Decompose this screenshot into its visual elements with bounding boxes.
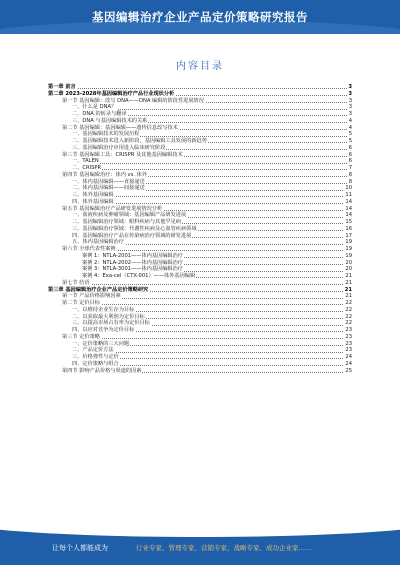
toc-entry[interactable]	[48, 118, 352, 125]
toc-entry-title: 二、CRISPR	[72, 165, 102, 171]
toc-entry-title: 三、DNA 与基因编辑技术的关系	[72, 117, 148, 124]
toc-entry[interactable]	[48, 320, 352, 327]
toc-entry-title: 二、DNA 的转录与翻译	[72, 111, 127, 117]
toc-entry-title: 三、价格弹性与定价	[72, 354, 119, 360]
toc-entry[interactable]	[48, 192, 352, 199]
footer-slogan: 让每个人都能成为	[52, 544, 108, 552]
toc-entry-title: 第六节 全球代表性案例	[62, 246, 116, 252]
toc-entry-title: 四、基因编辑治疗产品在传染病治疗领域的研发进展	[72, 232, 192, 239]
toc-entry-title: 二、以获取最大利润为定价目标	[72, 313, 145, 320]
toc-entry-page: 15	[345, 219, 352, 225]
toc-entry-page: 24	[345, 354, 352, 360]
toc-entry-page: 21	[345, 293, 352, 300]
toc-entry-page: 4	[348, 124, 352, 131]
toc-entry[interactable]	[48, 253, 352, 260]
page-footer	[0, 525, 400, 565]
toc-entry-title: 二、体内基因编辑——间接递送	[72, 185, 145, 192]
footer-tagline: 行业专家、管理专家、营销专家、战略专家、成功企业家……	[136, 544, 312, 552]
toc-entry-title: 一、什么是 DNA？	[72, 104, 117, 111]
toc-entry[interactable]	[48, 273, 352, 280]
toc-entry-page: 21	[344, 286, 352, 293]
toc-entry-title: 第七节 结语	[62, 279, 90, 286]
toc-entry[interactable]	[48, 293, 352, 300]
toc-entry-page: 22	[345, 300, 352, 306]
toc-entry[interactable]	[48, 327, 352, 334]
toc-entry[interactable]	[48, 226, 352, 233]
toc-entry-title: 第二章 2023-2028年基因编辑治疗产品行业现状分析	[48, 90, 175, 97]
toc-entry-page: 22	[345, 313, 352, 320]
toc-entry-page: 6	[348, 158, 352, 165]
toc-entry-title: 案例 2：NTLA-2002——体内基因编辑治疗	[82, 259, 183, 266]
toc-entry[interactable]	[48, 199, 352, 206]
toc-entry[interactable]	[48, 212, 352, 219]
toc-entry-page: 19	[345, 239, 352, 246]
toc-entry-page: 20	[345, 259, 352, 266]
toc-entry-page: 21	[345, 279, 352, 286]
toc-entry[interactable]	[48, 239, 352, 246]
toc-entry-title: 一、以维持企业生存为目标	[72, 306, 135, 313]
toc-entry-page: 24	[345, 360, 352, 367]
report-title: 基因编辑治疗企业产品定价策略研究报告	[92, 10, 308, 24]
toc-entry-title: 一、TALEN	[72, 158, 99, 165]
toc-entry-title: 案例 4：Exa-cel（CTX-001）——体外基因编辑	[82, 273, 196, 279]
toc-entry[interactable]	[48, 300, 352, 307]
toc-entry-title: 四、体外基因编辑	[72, 198, 114, 205]
toc-entry[interactable]	[48, 361, 352, 368]
toc-leader	[62, 304, 347, 305]
toc-entry-page: 3	[348, 84, 352, 90]
toc-entry[interactable]	[48, 185, 352, 192]
toc-entry-title: 二、基因编辑技术进入新阶段，基因编辑工具发展的新趋势	[72, 138, 207, 144]
toc-entry-title: 三、基因编辑治疗领域：代谢性疾病及心血管疾病领域	[72, 225, 197, 232]
toc-entry-title: 三、基因编辑治疗应用进入临床研究阶段	[72, 144, 166, 151]
toc-entry-title: 第三节 定价策略	[62, 333, 100, 340]
toc-entry[interactable]	[48, 334, 352, 341]
toc-entry[interactable]	[48, 145, 352, 152]
toc-entry[interactable]	[48, 219, 352, 226]
toc-entry-title: 一、基因编辑技术的发展历程	[72, 131, 140, 138]
toc-entry-title: 第二节 基因编辑：基因编辑——遗传信息改写技术	[62, 124, 178, 131]
toc-heading: 内容目录	[176, 61, 224, 72]
toc-entry-page: 16	[345, 225, 352, 232]
toc-entry-title: 第四节 基因编辑治疗：体内 vs. 体外	[62, 171, 147, 178]
toc-entry[interactable]	[48, 165, 352, 172]
toc-entry-title: 案例 1：NTLA-2001——体内基因编辑治疗	[82, 252, 183, 259]
toc-entry-page: 8	[348, 178, 352, 185]
toc-entry-page: 4	[348, 117, 352, 124]
toc-entry-title: 第四节 影响产品价格与渠道的因素	[62, 367, 142, 374]
toc-leader	[48, 88, 347, 89]
toc-entry-title: 一、定价策略的三大问题	[72, 340, 130, 347]
toc-entry-page: 3	[348, 104, 352, 111]
toc-entry[interactable]	[48, 104, 352, 111]
toc-entry[interactable]	[48, 158, 352, 165]
toc-entry-title: 二、基因编辑治疗领域：眼科疾病与其他罕见病	[72, 219, 181, 225]
toc-entry-page: 3	[348, 97, 352, 104]
toc-entry-title: 第一章 前言	[48, 84, 76, 90]
toc-entry-page: 17	[345, 232, 352, 239]
toc-entry-page: 21	[345, 273, 352, 279]
toc-entry-page: 5	[348, 131, 352, 138]
footer-decoration	[0, 525, 400, 537]
toc-entry[interactable]	[48, 347, 352, 354]
toc-entry-page: 7	[348, 165, 352, 171]
toc-entry-page: 22	[345, 320, 352, 327]
toc-entry-title: 二、产品定价方法	[72, 347, 114, 354]
toc-entry-page: 3	[348, 111, 352, 117]
toc-entry-page: 22	[345, 306, 352, 313]
toc-entry-title: 一、体内基因编辑——直接递送	[72, 178, 145, 185]
toc-entry-title: 四、定价策略与组合	[72, 360, 119, 367]
toc-leader	[72, 163, 347, 164]
toc-entry[interactable]	[48, 91, 352, 98]
toc-entry[interactable]	[48, 131, 352, 138]
toc-leader	[72, 169, 347, 170]
toc-entry[interactable]	[48, 266, 352, 273]
toc-entry-page: 5	[348, 138, 352, 144]
toc-entry-title: 四、以应对竞争为定价目标	[72, 327, 135, 333]
toc-entry-title: 第一节 产品价格影响因素	[62, 293, 121, 300]
toc-entry-page: 23	[345, 347, 352, 354]
toc-entry-page: 3	[348, 90, 352, 97]
toc-entry-page: 8	[348, 171, 352, 178]
toc-entry-page: 23	[345, 327, 352, 333]
toc-entry-page: 25	[345, 367, 352, 374]
toc-entry-page: 14	[345, 212, 352, 219]
toc-entry-page: 14	[345, 205, 352, 212]
toc-entry-page: 14	[345, 198, 352, 205]
toc-entry-page: 11	[345, 192, 352, 198]
toc-entry-page: 6	[348, 144, 352, 151]
toc-entry[interactable]	[48, 111, 352, 118]
toc-entry[interactable]	[48, 354, 352, 361]
toc-entry-page: 19	[345, 246, 352, 252]
page-header	[0, 0, 400, 34]
toc-entry-title: 第五节 基因编辑治疗产品研发进展情况分析	[62, 205, 163, 212]
toc-entry-title: 案例 3：NTLA-3001——体内基因编辑治疗	[82, 266, 183, 273]
toc-entry-title: 三、以提高市场占有率为定价目标	[72, 320, 150, 327]
toc-entry[interactable]	[48, 368, 352, 375]
toc-entry-title: 五、体内基因编辑治疗	[72, 239, 124, 246]
toc-entry[interactable]	[48, 84, 352, 91]
toc-entry[interactable]	[48, 280, 352, 287]
toc-entry-page: 20	[345, 266, 352, 273]
toc-entry[interactable]	[48, 138, 352, 145]
toc-entry-title: 第一节 基因编辑：改写 DNA——DNA 编辑的阶段性进展情况	[62, 97, 204, 104]
toc-leader	[62, 338, 347, 339]
toc-entry[interactable]	[48, 172, 352, 179]
toc-entry[interactable]	[48, 246, 352, 253]
toc-entry-title: 一、血液疾病及肿瘤领域：基因编辑产品研发进展	[72, 212, 187, 219]
toc-entry-title: 三、体外基因编辑	[72, 192, 114, 198]
toc-entry[interactable]	[48, 307, 352, 314]
toc-leader	[62, 284, 347, 285]
toc-entry-page: 23	[345, 340, 352, 347]
toc-entry-title: 第三节 基因编辑工具：CRISPR 及其他基因编辑技术	[62, 151, 183, 158]
toc-entry-page: 19	[345, 252, 352, 259]
toc-entry-page: 23	[345, 333, 352, 340]
toc-entry-title: 第二节 定价目标	[62, 300, 100, 306]
table-of-contents	[48, 84, 352, 374]
toc-entry-title: 第三章 基因编辑治疗企业产品定价策略研究	[48, 286, 149, 293]
toc-entry-page: 6	[348, 151, 352, 158]
toc-entry-page: 10	[345, 185, 352, 192]
